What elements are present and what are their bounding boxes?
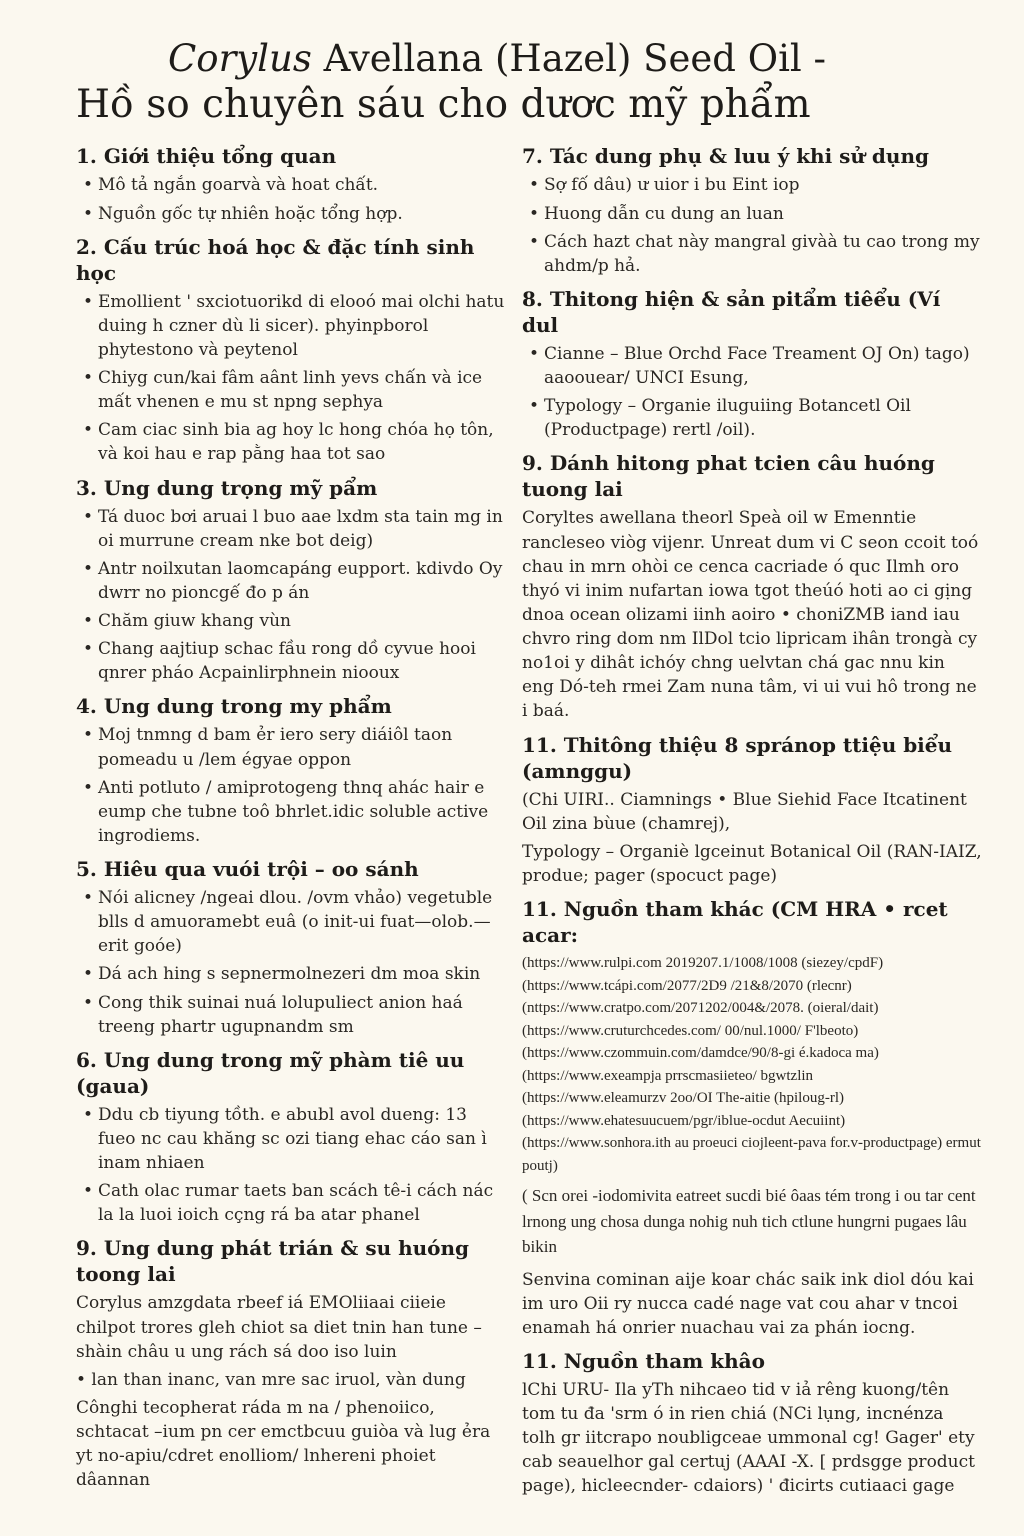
- reference-line: (https://www.tcápi.com/2077/2D9 /21&8/2070 (rlecnr): [522, 977, 852, 994]
- left-section: [76, 475, 508, 686]
- bullet-list: [522, 342, 982, 443]
- section-heading: 11. Nguồn tham khâo: [522, 1348, 765, 1373]
- title-line-2: Hồ so chuyên sáu cho dươc mỹ phẩm: [76, 81, 811, 127]
- paragraph: Coryltes awellana theorl Speà oil w Emenntie rancleseo viòg vijenr. Unreat dum vi C seon ccoit toó chau in mrn ohòi ce cenca cacriade ó quc Ilmh oro thyó vi inim nufartan iowa tgot theúó hoti ao ci gịng dnoa ocean olizami iinh aoiro • choniZMB iand iau chvro ring dom nm IlDol tcio lipricam ihân trongà cy no1oi y dihât ichóy chng uelvtan chá gac nnu kin eng Dó-teh rmei Zam nuna tâm, vi ui vui hô trong ne i baá.: [522, 508, 979, 722]
- bullet-item: • Antr noilxutan laomcapáng eupport. kdivdo Oy dwrr no pioncgế đo p án: [98, 557, 508, 605]
- bullet-item: • Chiyg cun/kai fâm aânt linh yevs chấn và ice mất vhenen e mu st npng sephya: [98, 366, 508, 414]
- paragraph: • lan than inanc, van mre sac iruol, vàn dung: [76, 1369, 466, 1390]
- right-section: [522, 286, 982, 443]
- document-title: [76, 38, 982, 127]
- reference-line: (https://www.exeampja prrscmasiieteo/ bgwtzlin: [522, 1067, 814, 1084]
- section-heading: 5. Hiêu qua vuói trội – oo sánh: [76, 857, 419, 882]
- section-heading: 7. Tác dung phụ & luu ý khi sử dụng: [522, 144, 929, 169]
- bullet-item: • Tá duoc bơi aruai l buo aae lxdm sta tain mg in oi murrune cream nke bot deig): [98, 505, 508, 553]
- section-heading: 6. Ung dung trong mỹ phàm tiê uu (gaua): [76, 1047, 465, 1098]
- bullet-item: • Ddu cb tiyung tồth. e abubl avol dueng: 13 fueo nc cau khăng sc ozi tiang ehac cáo san ì inam nhiaen: [98, 1103, 508, 1175]
- left-section: [76, 1235, 508, 1492]
- reference-line: (https://www.czommuin.com/damdce/90/8-gi é.kadoca ma): [522, 1045, 879, 1062]
- bullet-list: [76, 290, 508, 467]
- section-heading: 3. Ung dung trọng mỹ pẩm: [76, 475, 378, 500]
- bullet-item: • Cianne – Blue Orchd Face Treament OJ On) tago) aaoouear/ UNCI Esung,: [544, 342, 982, 390]
- bullet-item: • Chang aajtiup schac fầu rong dồ cyvue hooi qnrer pháo Acpainlirphnein niooux: [98, 637, 508, 685]
- paragraph: (Chi UIRI.. Ciamnings • Blue Siehid Face Itcatinent Oil zina bùue (chamrej),: [522, 789, 967, 834]
- reference-line: (https://www.ehatesuucuem/pgr/iblue-ocdut Aecuiint): [522, 1112, 846, 1129]
- bullet-list: [76, 1103, 508, 1228]
- right-section: [522, 1268, 982, 1340]
- left-section: [76, 1047, 508, 1228]
- title-line-1: [76, 38, 982, 81]
- reference-line: (https://www.rulpi.com 2019207.1/1008/1008 (siezey/cpdF): [522, 955, 884, 972]
- reference-line: (https://www.cruturchcedes.com/ 00/nul.1000/ F'lbeoto): [522, 1022, 859, 1039]
- bullet-item: • Chăm giuw khang vùn: [98, 609, 508, 633]
- bullet-list: [76, 723, 508, 848]
- left-section: [76, 856, 508, 1039]
- title-species: Corylus: [168, 37, 312, 80]
- bullet-item: • Mô tả ngắn goarvà và hoat chất.: [98, 173, 508, 197]
- right-section: [522, 896, 982, 1260]
- bullet-list: [76, 173, 508, 225]
- bullet-item: • Sợ fố dâu) ư uior i bu Eint iop: [544, 173, 982, 197]
- left-section: [76, 234, 508, 467]
- section-heading: 9. Dánh hitong phat tcien câu huóng tuong lai: [522, 451, 935, 502]
- section-heading: 8. Thitong hiện & sản pitẩm tiêểu (Ví dul: [522, 286, 941, 337]
- right-section: [522, 732, 982, 889]
- bullet-item: • Dá ach hing s sepnermolnezeri dm moa skin: [98, 962, 508, 986]
- section-heading: 11. Nguồn tham khác (CM HRA • rcet acar:: [522, 897, 948, 948]
- paragraph: Cônghi tecopherat ráda m na / phenoiico, schtacat –ium pn cer emctbcuu guiòa và lug ẻra yt no-apiu/cdret enolliom/ lnhereni phoiet dâannan: [76, 1397, 491, 1491]
- bullet-item: • Anti potluto / amiprotogeng thnq ahác hair e eump che tubne toô bhrlet.idic soluble active ingrodiems.: [98, 776, 508, 848]
- left-section: [76, 143, 508, 225]
- section-heading: 4. Ung dung trong my phẩm: [76, 694, 392, 719]
- paragraph: Corylus amzgdata rbeef iá EMOliiaai ciieie chilpot trores gleh chiot sa diet tnin han tune – shàin châu u ung rách sá doo iso luin: [76, 1293, 482, 1362]
- title-rest: Avellana (Hazel) Seed Oil -: [323, 37, 827, 80]
- right-section: [522, 143, 982, 278]
- bullet-item: • Cong thik suinai nuá lolupuliect anion haá treeng phartr ugupnandm sm: [98, 991, 508, 1039]
- left-column: [76, 143, 508, 1506]
- left-section: [76, 693, 508, 848]
- reference-note: ( Scn orei -iodomivita eatreet sucdi bié ôaas tém trong i ou tar cent lrnong ung chosa dunga nohig nuh tich ctlune hungrni pugaes lâu bikin: [522, 1186, 976, 1257]
- bullet-item: • Huong dẫn cu dung an luan: [544, 202, 982, 226]
- right-section: [522, 450, 982, 723]
- bullet-item: • Moj tnmng d bam ẻr iero sery diáiôl taon pomeadu u /lem égyae oppon: [98, 723, 508, 771]
- section-heading: 1. Giới thiệu tổng quan: [76, 144, 337, 169]
- bullet-list: [76, 505, 508, 686]
- reference-line: (nttps://www.cratpo.com/2071202/004&/2078. (oieral/dait): [522, 1000, 879, 1017]
- section-heading: 9. Ung dung phát trián & su huóng toong lai: [76, 1236, 470, 1287]
- section-heading: 11. Thitông thiệu 8 spránop ttiệu biểu (amnggu): [522, 732, 953, 783]
- bullet-item: • Nói alicney /ngeai dlou. /ovm vhảo) vegetuble blls d amuoramebt euâ (o init-ui fuat—olob.— erit goóe): [98, 886, 508, 958]
- section-heading: 2. Cấu trúc hoá học & đặc tính sinh học: [76, 234, 475, 285]
- paragraph: Typology – Organiè lgceinut Botanical Oil (RAN-IAIZ, produe; pager (spocuct page): [522, 841, 982, 886]
- paragraph: Senvina cominan aije koar chác saik ink diol dóu kai im uro Oii ry nucca cadé nage vat cou ahar v tncoi enamah há onrier nuachau vai za phán iocng.: [522, 1269, 974, 1338]
- bullet-item: • Cách hazt chat này mangral givàà tu cao trong my ahdm/p hả.: [544, 230, 982, 278]
- bullet-item: • Emollient ' sxciotuorikd di elooó mai olchi hatu duing h czner dù li sicer). phyinpborol phytestono và peytenol: [98, 290, 508, 362]
- bullet-list: [522, 173, 982, 278]
- right-column: [522, 143, 982, 1506]
- reference-line: (https://www.sonhora.ith au proeuci ciojleent-pava for.v-productpage) ermut poutj): [522, 1135, 981, 1174]
- right-section: [522, 1348, 982, 1499]
- bullet-item: • Cath olac rumar taets ban scách tê-i cách nác la la luoi ioich cçng rá ba atar phanel: [98, 1179, 508, 1227]
- paragraph: lChi URU- Ila yTh nihcaeo tid v iả rêng kuong/tên tom tu đa 'srm ó in rien chiá (NCi lụng, incnénza tolh gr iitcrapo noubligceae ummonal cg! Gager' ety cab seauelhor gal certuj (AAAI -X. [ prdsgge product page), hicleecnder- cdaiors) ' đicirts cutiaaci gage: [522, 1379, 975, 1497]
- bullet-item: • Nguồn gốc tự nhiên hoặc tổng hợp.: [98, 202, 508, 226]
- reference-line: (https://www.eleamurzv 2oo/OI The-aitie (hpiloug-rl): [522, 1090, 844, 1107]
- bullet-item: • Typology – Organie iluguiing Botancetl Oil (Productpage) rertl /oil).: [544, 394, 982, 442]
- bullet-list: [76, 886, 508, 1039]
- two-column-body: [76, 143, 982, 1506]
- bullet-item: • Cam ciac sinh bia ag hoy lc hong chóa họ tôn, và koi hau e rap pằng haa tot sao: [98, 418, 508, 466]
